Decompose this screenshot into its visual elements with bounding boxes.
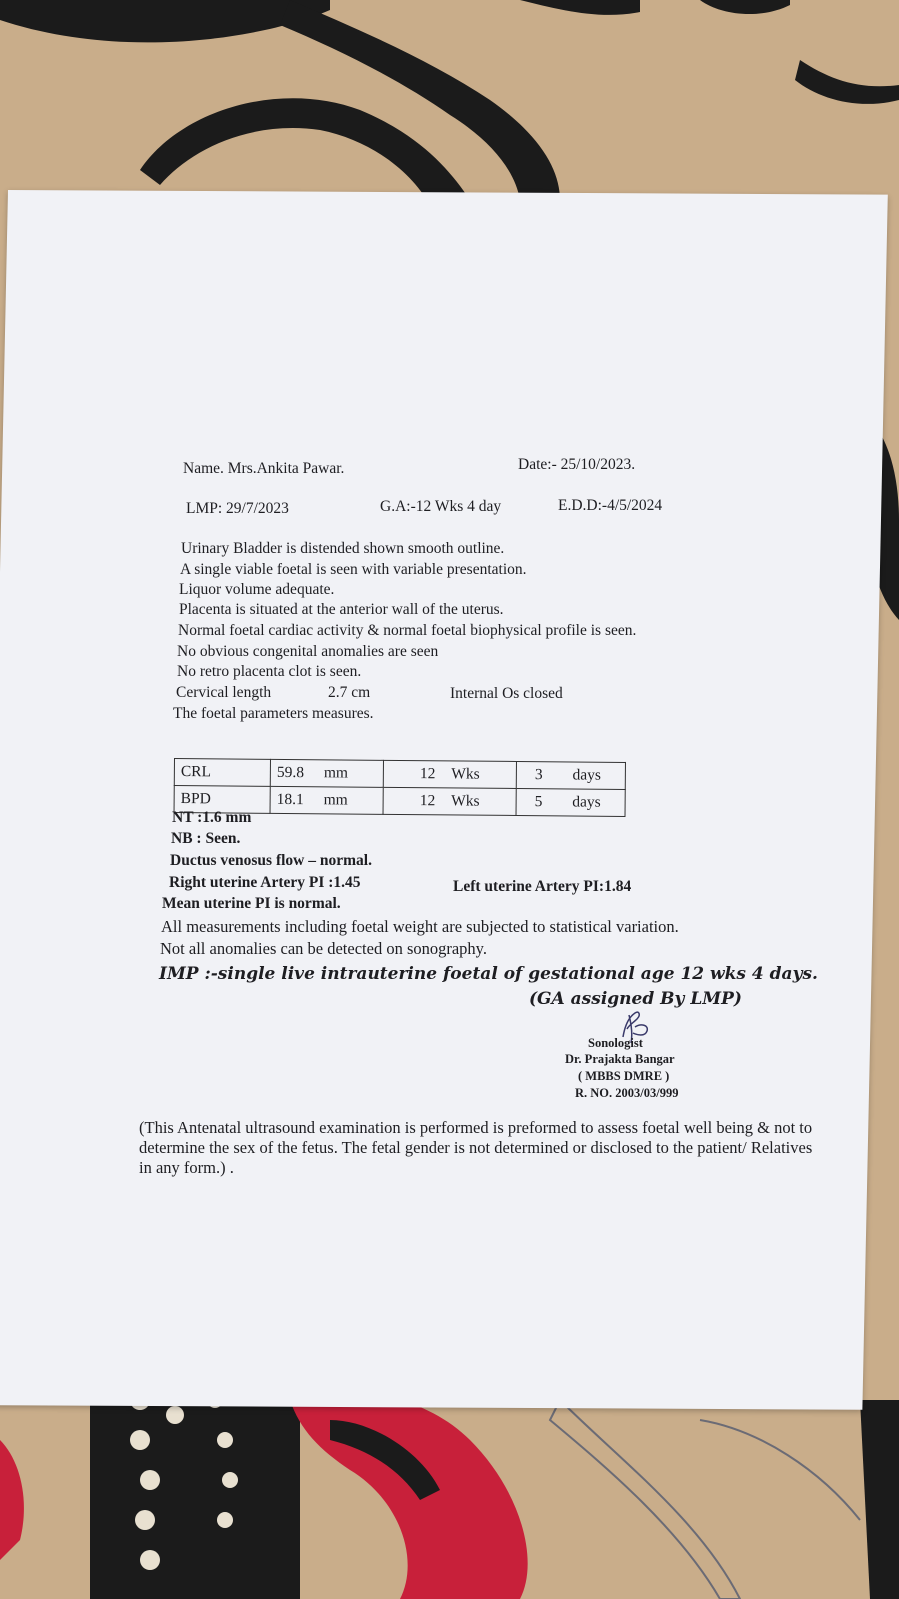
report-date: Date:- 25/10/2023. <box>518 456 636 473</box>
param-days: 3 <box>534 766 543 784</box>
nasal-bone: NB : Seen. <box>171 830 241 847</box>
signature-reg-number: R. NO. 2003/03/999 <box>575 1086 679 1100</box>
lmp: LMP: 29/7/2023 <box>186 500 289 517</box>
param-weeks: 12 <box>419 792 436 810</box>
param-value: 18.1 <box>276 790 304 809</box>
parameters-intro: The foetal parameters measures. <box>173 705 374 722</box>
param-wks-label: Wks <box>451 792 480 810</box>
patient-name: Name. Mrs.Ankita Pawar. <box>183 460 345 477</box>
right-uterine-artery: Right uterine Artery PI :1.45 <box>169 874 361 891</box>
cervical-length-value: 2.7 cm <box>328 684 371 701</box>
finding-line: Placenta is situated at the anterior wall of the uterus. <box>179 601 504 618</box>
param-days-cell <box>516 761 625 789</box>
param-days: 5 <box>534 793 543 811</box>
param-value-cell <box>270 786 383 814</box>
gestational-age: G.A:-12 Wks 4 day <box>380 498 502 515</box>
note-line: All measurements including foetal weight are subjected to statistical variation. <box>161 917 679 936</box>
cervical-length-label: Cervical length <box>176 684 272 701</box>
signature-role: Sonologist <box>588 1036 643 1050</box>
param-name: BPD <box>174 786 270 814</box>
param-unit: mm <box>323 791 348 809</box>
disclaimer: (This Antenatal ultrasound examination is performed is preformed to assess foetal well being & not to determine the sex of the fetus. The fetal gender is not determined or disclosed to the patient/ Relatives in any form.) . <box>139 1118 813 1177</box>
finding-line: Normal foetal cardiac activity & normal foetal biophysical profile is seen. <box>178 622 637 639</box>
mean-uterine-pi: Mean uterine PI is normal. <box>162 895 341 912</box>
finding-line: No retro placenta clot is seen. <box>177 663 362 680</box>
nt-measurement: NT :1.6 mm <box>172 809 252 826</box>
param-days-label: days <box>572 766 601 784</box>
finding-line: A single viable foetal is seen with variable presentation. <box>180 561 527 578</box>
param-name: CRL <box>174 759 270 787</box>
signature-name: Dr. Prajakta Bangar <box>565 1052 675 1066</box>
edd: E.D.D:-4/5/2024 <box>558 497 663 514</box>
ductus-venosus: Ductus venosus flow – normal. <box>170 852 372 869</box>
param-days-cell <box>516 788 625 816</box>
signature-degree: ( MBBS DMRE ) <box>578 1069 670 1083</box>
param-weeks: 12 <box>419 765 436 783</box>
param-value: 59.8 <box>276 763 305 782</box>
ga-assigned: (GA assigned By LMP) <box>529 989 742 1009</box>
param-wks-label: Wks <box>451 765 480 783</box>
finding-line: Urinary Bladder is distended shown smooth outline. <box>181 540 505 557</box>
impression: IMP :-single live intrauterine foetal of gestational age 12 wks 4 days. <box>159 964 818 984</box>
param-weeks-cell <box>383 760 516 788</box>
left-uterine-artery: Left uterine Artery PI:1.84 <box>453 878 632 895</box>
note-line: Not all anomalies can be detected on sonography. <box>160 939 487 958</box>
param-unit: mm <box>323 764 349 782</box>
internal-os: Internal Os closed <box>450 685 563 702</box>
param-value-cell <box>270 759 383 787</box>
table-row <box>174 759 625 790</box>
param-days-label: days <box>572 793 601 811</box>
finding-line: Liquor volume adequate. <box>179 581 335 598</box>
finding-line: No obvious congenital anomalies are seen <box>177 643 439 660</box>
param-weeks-cell <box>383 787 516 815</box>
